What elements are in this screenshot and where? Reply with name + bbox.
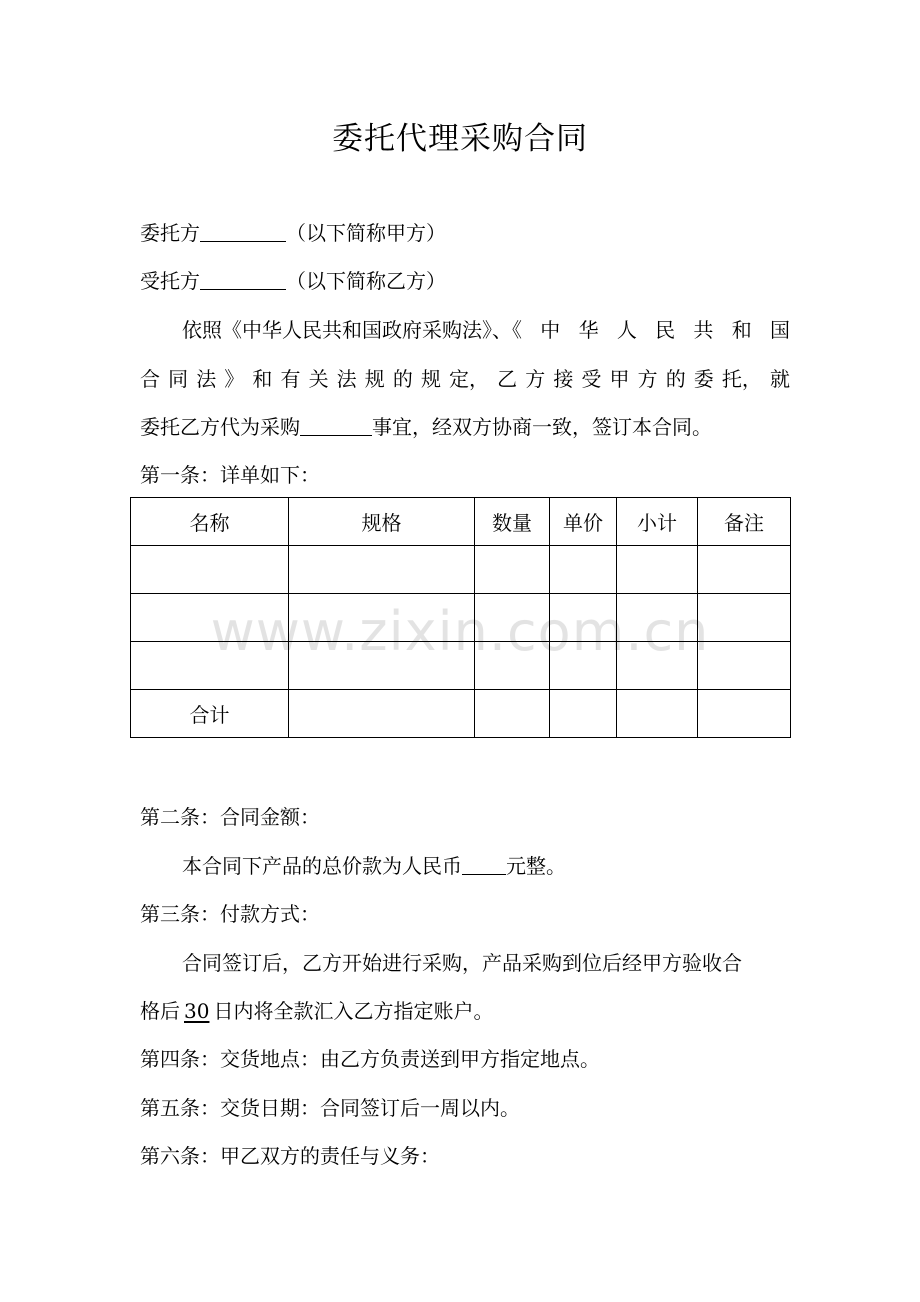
- article-3-heading: 第三条：付款方式：: [140, 902, 320, 926]
- total-label: 合计: [131, 690, 289, 738]
- preamble-text-segment: 定，: [449, 367, 490, 391]
- article-2-heading: 第二条：合同金额：: [140, 805, 320, 829]
- table-cell: [550, 546, 617, 594]
- table-cell: [289, 690, 475, 738]
- payment-days: 30: [184, 999, 210, 1023]
- client-label: 委托方: [140, 221, 200, 245]
- article-5: 第五条：交货日期：合同签订后一周以内。: [140, 1096, 520, 1120]
- preamble-text-segment: 的: [392, 367, 413, 391]
- table-cell: [550, 642, 617, 690]
- preamble-line-3-end: 事宜，经双方协商一致，签订本合同。: [372, 415, 712, 439]
- preamble-text-segment: 人: [616, 318, 637, 342]
- table-cell: [617, 690, 698, 738]
- amount-blank: [462, 854, 506, 875]
- table-cell: [289, 642, 475, 690]
- article-6-heading: 第六条：甲乙双方的责任与义务：: [140, 1144, 440, 1168]
- table-cell: [617, 546, 698, 594]
- preamble-text-segment: 国: [769, 318, 790, 342]
- table-cell: [289, 594, 475, 642]
- table-cell: [550, 690, 617, 738]
- preamble-text-segment: 的: [665, 367, 686, 391]
- table-row: [131, 594, 791, 642]
- agent-line: [140, 268, 790, 294]
- preamble-text-segment: 关: [308, 367, 329, 391]
- preamble-text-segment: 方: [637, 367, 658, 391]
- preamble-line-1: [182, 317, 790, 343]
- preamble-text-segment: 有: [280, 367, 301, 391]
- preamble-text-segment: 规: [364, 367, 385, 391]
- preamble-text-segment: 受: [581, 367, 602, 391]
- preamble-text-segment: 和: [731, 318, 752, 342]
- agent-label: 受托方: [140, 269, 200, 293]
- preamble-text-segment: 法: [336, 367, 357, 391]
- table-cell: [131, 546, 289, 594]
- client-note: （以下简称甲方）: [286, 221, 446, 245]
- preamble-line-2: [140, 366, 790, 392]
- preamble-text-segment: 甲: [609, 367, 630, 391]
- preamble-text-segment: 合: [140, 367, 160, 391]
- column-header: 小计: [617, 498, 698, 546]
- preamble-text-segment: 法: [196, 367, 217, 391]
- column-header: 规格: [289, 498, 475, 546]
- detail-table: [130, 497, 791, 738]
- article-3-body-line-2-end: 日内将全款汇入乙方指定账户。: [213, 999, 494, 1023]
- article-3-body-line-2: [140, 998, 790, 1024]
- table-row: [131, 546, 791, 594]
- preamble-text-segment: 就: [769, 367, 790, 391]
- total-row: [131, 690, 791, 738]
- column-header: 备注: [698, 498, 791, 546]
- preamble-text-segment: 民: [655, 318, 676, 342]
- table-cell: [550, 594, 617, 642]
- preamble-text-segment: 依照《中华人民共和国政府采购法》、《: [182, 318, 522, 342]
- table-cell: [698, 546, 791, 594]
- table-cell: [617, 642, 698, 690]
- preamble-text-segment: 方: [525, 367, 546, 391]
- table-cell: [131, 642, 289, 690]
- table-cell: [698, 642, 791, 690]
- agent-note: （以下简称乙方）: [286, 269, 446, 293]
- article-4: 第四条：交货地点：由乙方负责送到甲方指定地点。: [140, 1047, 600, 1071]
- article-3-body-line-1: 合同签订后，乙方开始进行采购，产品采购到位后经甲方验收合: [182, 951, 742, 975]
- table-header-row: [131, 498, 791, 546]
- column-header: 数量: [475, 498, 550, 546]
- preamble-text-segment: 中: [540, 318, 561, 342]
- preamble-text-segment: 乙: [497, 367, 518, 391]
- table-cell: [475, 642, 550, 690]
- table-cell: [475, 690, 550, 738]
- table-cell: [289, 546, 475, 594]
- preamble-text-segment: 华: [578, 318, 599, 342]
- preamble-text-segment: 共: [693, 318, 714, 342]
- table-cell: [475, 594, 550, 642]
- column-header: 名称: [131, 498, 289, 546]
- preamble-text-segment: 规: [420, 367, 441, 391]
- table-cell: [617, 594, 698, 642]
- article-2-body: [182, 853, 790, 879]
- column-header: 单价: [550, 498, 617, 546]
- preamble-text-segment: 委: [693, 367, 714, 391]
- agent-blank: [200, 269, 286, 290]
- preamble-text-segment: 》: [224, 367, 245, 391]
- client-blank: [200, 221, 286, 242]
- preamble-text-segment: 托，: [721, 367, 762, 391]
- purchase-item-blank: [300, 415, 372, 436]
- preamble-text-segment: 接: [553, 367, 574, 391]
- table-cell: [698, 690, 791, 738]
- article-2-body-start: 本合同下产品的总价款为人民币: [182, 854, 462, 878]
- table-cell: [475, 546, 550, 594]
- client-line: [140, 220, 790, 246]
- article-3-body-line-2-start: 格后: [140, 999, 180, 1023]
- table-row: [131, 642, 791, 690]
- article-2-body-end: 元整。: [506, 854, 566, 878]
- table-cell: [131, 594, 289, 642]
- document-title: 委托代理采购合同: [332, 121, 588, 157]
- watermark: www.zixin.com.cn: [210, 600, 710, 663]
- preamble-line-3: [140, 414, 790, 440]
- table-cell: [698, 594, 791, 642]
- article-1-heading: 第一条：详单如下：: [140, 463, 320, 487]
- preamble-line-3-start: 委托乙方代为采购: [140, 415, 300, 439]
- preamble-text-segment: 和: [252, 367, 273, 391]
- preamble-text-segment: 同: [168, 367, 189, 391]
